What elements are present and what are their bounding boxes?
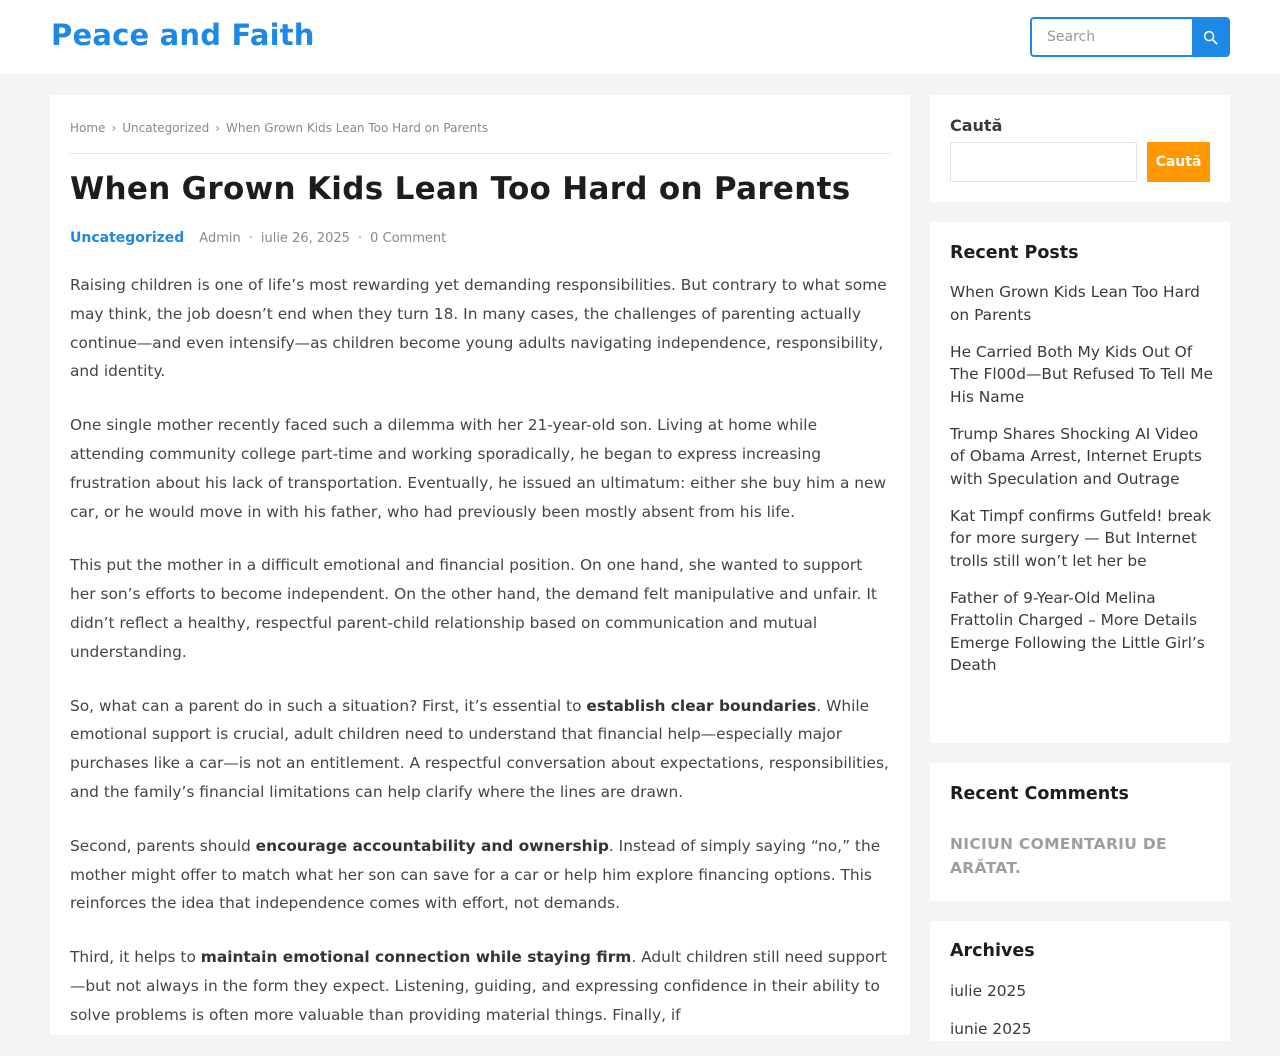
widget-title: Recent Comments bbox=[950, 784, 1129, 804]
breadcrumb-home[interactable]: Home bbox=[70, 121, 106, 135]
post-date: iulie 26, 2025 bbox=[260, 230, 350, 246]
list-item bbox=[950, 281, 1215, 326]
archives-list bbox=[950, 980, 1032, 1056]
site-title[interactable]: Peace and Faith bbox=[51, 18, 315, 52]
archive-link[interactable]: iulie 2025 bbox=[950, 982, 1027, 1000]
paragraph-text: Second, parents should bbox=[70, 836, 256, 855]
paragraph-bold: maintain emotional connection while staying firm bbox=[200, 948, 632, 967]
post-author[interactable]: Admin bbox=[199, 230, 241, 246]
breadcrumb-category[interactable]: Uncategorized bbox=[122, 121, 210, 135]
paragraph: This put the mother in a difficult emotional and financial position. On one hand, she wanted to support her son’s efforts to become independent. On the other hand, the demand felt manipulative and unfair. It didn’t reflect a healthy, respectful parent-child relationship based on communication and mutual understanding. bbox=[70, 556, 877, 661]
breadcrumb-current: When Grown Kids Lean Too Hard on Parents bbox=[226, 121, 489, 135]
recent-post-link[interactable]: He Carried Both My Kids Out Of The Fl00d—But Refused To Tell Me His Name bbox=[950, 342, 1213, 406]
widget-archives bbox=[930, 921, 1230, 1041]
widget-title: Archives bbox=[950, 941, 1035, 961]
sidebar-search-input[interactable] bbox=[950, 142, 1137, 182]
no-comments-text: NICIUN COMENTARIU DE ARĂTAT. bbox=[950, 835, 1167, 877]
paragraph: One single mother recently faced such a dilemma with her 21-year-old son. Living at home while attending community college part-time and working sporadically, he began to express increasing frustration about his lack of transportation. Eventually, he issued an ultimatum: either she buy him a new car, or he would move in with his father, who had previously been mostly absent from his life. bbox=[70, 416, 887, 521]
separator: · bbox=[248, 230, 253, 246]
header-search bbox=[1030, 17, 1230, 57]
list-item bbox=[950, 1018, 1032, 1040]
recent-post-link[interactable]: Father of 9-Year-Old Melina Frattolin Charged – More Details Emerge Following the Little Girl’s Death bbox=[950, 588, 1205, 674]
list-item bbox=[950, 587, 1215, 677]
recent-post-link[interactable]: Trump Shares Shocking AI Video of Obama Arrest, Internet Erupts with Speculation and Outrage bbox=[950, 424, 1202, 488]
widget-recent-posts bbox=[930, 222, 1230, 743]
paragraph-text: So, what can a parent do in such a situation? First, it’s essential to bbox=[70, 696, 587, 715]
list-item bbox=[950, 505, 1215, 573]
divider bbox=[70, 153, 890, 154]
widget-recent-comments bbox=[930, 763, 1230, 901]
recent-post-link[interactable]: When Grown Kids Lean Too Hard on Parents bbox=[950, 283, 1200, 324]
chevron-right-icon: › bbox=[215, 121, 221, 135]
list-item bbox=[950, 980, 1032, 1002]
paragraph-text: . Adult children still need support—but not always in the form they expect. Listening, guiding, and expressing confidence in their ability to solve problems is often more valuable than providing material things. Finally, if bbox=[70, 948, 887, 1024]
list-item bbox=[950, 341, 1215, 409]
post-category[interactable]: Uncategorized bbox=[70, 230, 185, 246]
chevron-right-icon: › bbox=[111, 121, 117, 135]
paragraph-bold: establish clear boundaries bbox=[586, 696, 817, 715]
search-button[interactable] bbox=[1192, 19, 1228, 55]
post-comments[interactable]: 0 Comment bbox=[370, 230, 447, 246]
article-container bbox=[50, 95, 910, 1035]
paragraph bbox=[70, 832, 890, 918]
paragraph-text: Third, it helps to bbox=[70, 948, 201, 967]
post-content bbox=[70, 271, 890, 1055]
separator: · bbox=[357, 230, 363, 246]
search-input[interactable] bbox=[1032, 19, 1192, 55]
breadcrumb bbox=[70, 121, 488, 135]
paragraph-text: . While emotional support is crucial, adult children need to understand that financial help—especially major purchases like a car—is not an entitlement. A respectful conversation about expectations, responsibilities, and the family’s financial limitations can help clarify where the lines are drawn. bbox=[70, 696, 889, 801]
recent-posts-list bbox=[950, 281, 1215, 691]
paragraph-text: . Instead of simply saying “no,” the mother might offer to match what her son can save for a car or help him explore financing options. This reinforces the idea that independence comes with effort, not demands. bbox=[70, 836, 881, 913]
paragraph bbox=[70, 692, 890, 807]
site-header bbox=[0, 0, 1280, 74]
widget-title: Recent Posts bbox=[950, 243, 1079, 263]
widget-search bbox=[930, 95, 1230, 202]
paragraph: Raising children is one of life’s most rewarding yet demanding responsibilities. But contrary to what some may think, the job doesn’t end when they turn 18. In many cases, the challenges of parenting actually continue—and even intensify—as children become young adults navigating independence, responsibility, and identity. bbox=[70, 276, 887, 381]
recent-post-link[interactable]: Kat Timpf confirms Gutfeld! break for more surgery — But Internet trolls still won’t let her be bbox=[950, 506, 1212, 570]
list-item bbox=[950, 423, 1215, 491]
paragraph-bold: encourage accountability and ownership bbox=[255, 836, 609, 855]
widget-title: Caută bbox=[950, 116, 1003, 135]
paragraph bbox=[70, 943, 890, 1029]
post-meta bbox=[70, 230, 446, 246]
archive-link[interactable]: iunie 2025 bbox=[950, 1020, 1032, 1038]
sidebar-search-button[interactable]: Caută bbox=[1147, 142, 1210, 182]
page-title: When Grown Kids Lean Too Hard on Parents bbox=[70, 171, 851, 207]
search-icon bbox=[1203, 30, 1218, 45]
